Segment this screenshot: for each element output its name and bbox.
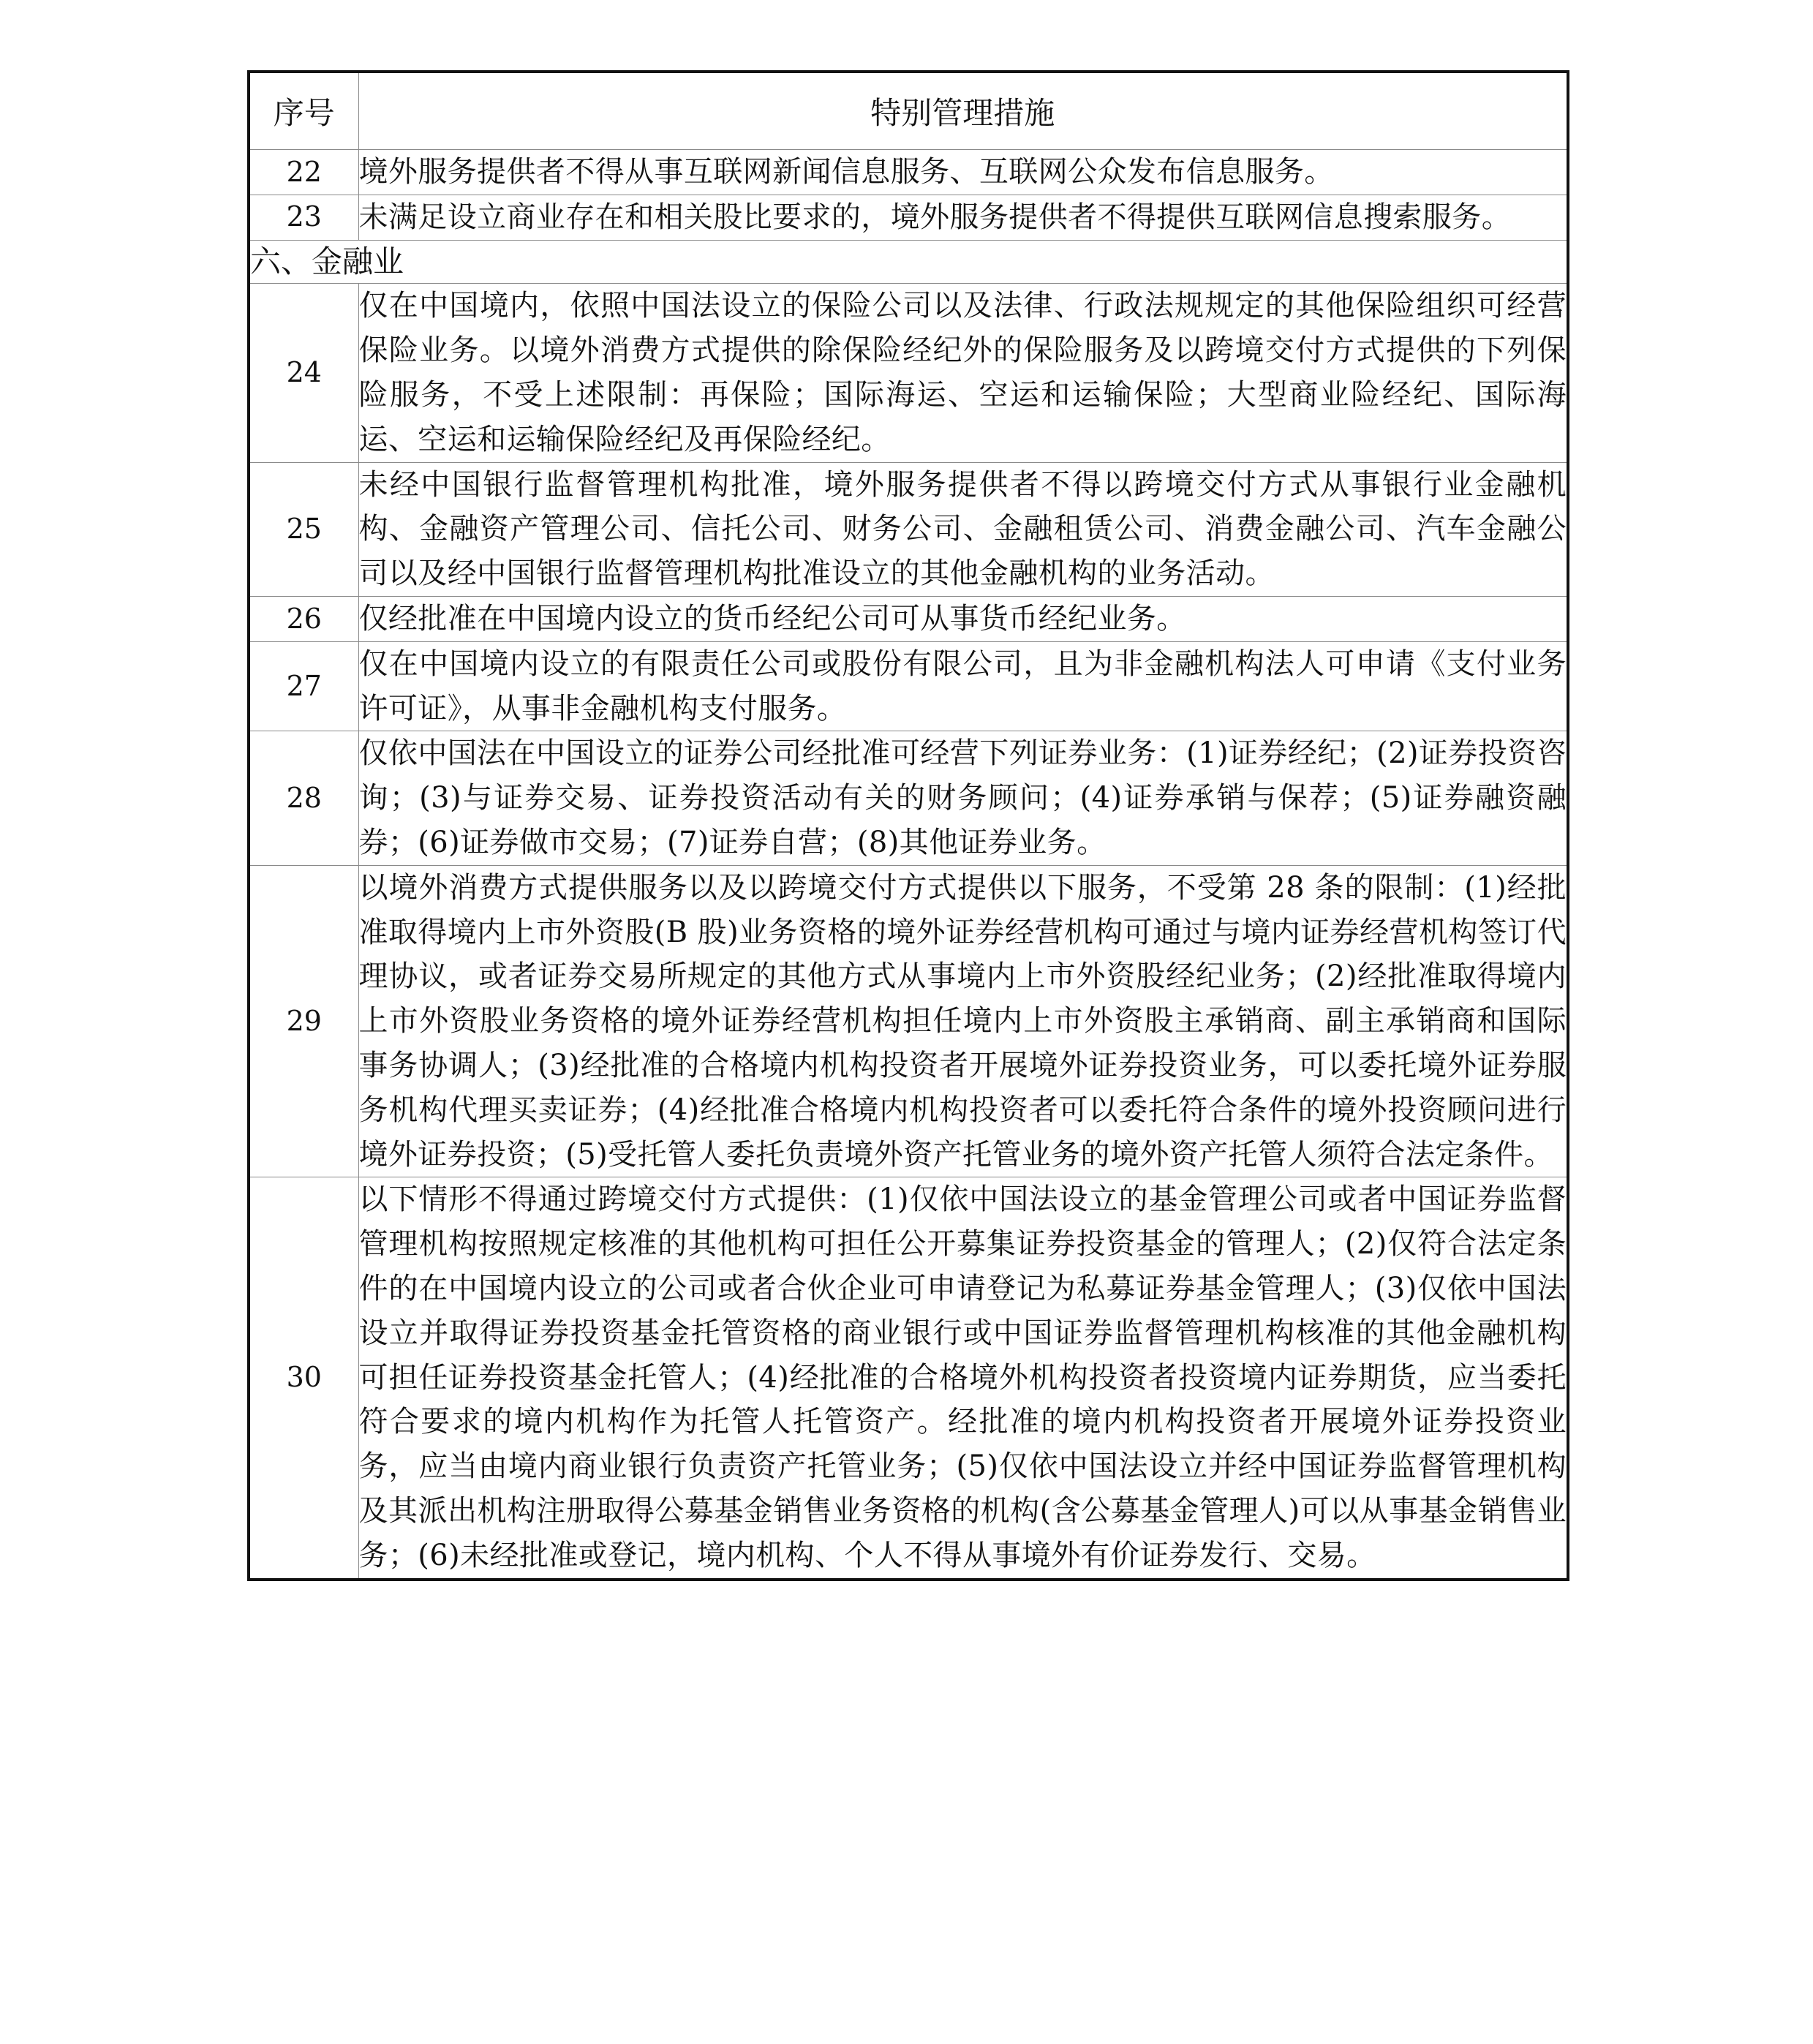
table-row xyxy=(249,195,1568,240)
row-number: 24 xyxy=(249,284,358,462)
row-number: 23 xyxy=(249,195,358,240)
table-row xyxy=(249,596,1568,641)
table-row xyxy=(249,1177,1568,1580)
row-number: 22 xyxy=(249,150,358,195)
table-row xyxy=(249,641,1568,731)
row-measure-text: 仅在中国境内，依照中国法设立的保险公司以及法律、行政法规规定的其他保险组织可经营保险业务。以境外消费方式提供的除保险经纪外的保险服务及以跨境交付方式提供的下列保险服务，不受上述限制：再保险；国际海运、空运和运输保险；大型商业险经纪、国际海运、空运和运输保险经纪及再保险经纪。 xyxy=(358,284,1568,462)
row-measure-text: 以下情形不得通过跨境交付方式提供：(1)仅依中国法设立的基金管理公司或者中国证券监督管理机构按照规定核准的其他机构可担任公开募集证券投资基金的管理人；(2)仅符合法定条件的在中国境内设立的公司或者合伙企业可申请登记为私募证券基金管理人；(3)仅依中国法设立并取得证券投资基金托管资格的商业银行或中国证券监督管理机构核准的其他金融机构可担任证券投资基金托管人；(4)经批准的合格境外机构投资者投资境内证券期货，应当委托符合要求的境内机构作为托管人托管资产。经批准的境内机构投资者开展境外证券投资业务，应当由境内商业银行负责资产托管业务；(5)仅依中国法设立并经中国证券监督管理机构及其派出机构注册取得公募基金销售业务资格的机构(含公募基金管理人)可以从事基金销售业务；(6)未经批准或登记，境内机构、个人不得从事境外有价证券发行、交易。 xyxy=(358,1177,1568,1580)
row-number: 27 xyxy=(249,641,358,731)
row-measure-text: 以境外消费方式提供服务以及以跨境交付方式提供以下服务，不受第 28 条的限制：(1)经批准取得境内上市外资股(B 股)业务资格的境外证券经营机构可通过与境内证券经营机构签订代理协议，或者证券交易所规定的其他方式从事境内上市外资股经纪业务；(2)经批准取得境内上市外资股业务资格的境外证券经营机构担任境内上市外资股主承销商、副主承销商和国际事务协调人；(3)经批准的合格境内机构投资者开展境外证券投资业务，可以委托境外证券服务机构代理买卖证券；(4)经批准合格境内机构投资者可以委托符合条件的境外投资顾问进行境外证券投资；(5)受托管人委托负责境外资产托管业务的境外资产托管人须符合法定条件。 xyxy=(358,865,1568,1177)
column-header-number: 序号 xyxy=(249,72,358,150)
table-row xyxy=(249,865,1568,1177)
row-number: 26 xyxy=(249,596,358,641)
row-number: 30 xyxy=(249,1177,358,1580)
table-section-row xyxy=(249,240,1568,284)
row-measure-text: 仅经批准在中国境内设立的货币经纪公司可从事货币经纪业务。 xyxy=(358,596,1568,641)
row-measure-text: 仅在中国境内设立的有限责任公司或股份有限公司，且为非金融机构法人可申请《支付业务许可证》，从事非金融机构支付服务。 xyxy=(358,641,1568,731)
table-row xyxy=(249,284,1568,462)
row-measure-text: 仅依中国法在中国设立的证券公司经批准可经营下列证券业务：(1)证券经纪；(2)证券投资咨询；(3)与证券交易、证券投资活动有关的财务顾问；(4)证券承销与保荐；(5)证券融资融券；(6)证券做市交易；(7)证券自营；(8)其他证券业务。 xyxy=(358,731,1568,865)
row-measure-text: 未满足设立商业存在和相关股比要求的，境外服务提供者不得提供互联网信息搜索服务。 xyxy=(358,195,1568,240)
table-container xyxy=(247,70,1567,1581)
special-management-measures-table xyxy=(247,70,1569,1581)
table-row xyxy=(249,462,1568,596)
row-measure-text: 境外服务提供者不得从事互联网新闻信息服务、互联网公众发布信息服务。 xyxy=(358,150,1568,195)
row-number: 29 xyxy=(249,865,358,1177)
row-number: 25 xyxy=(249,462,358,596)
table-row xyxy=(249,150,1568,195)
column-header-measure: 特别管理措施 xyxy=(358,72,1568,150)
table-header-row xyxy=(249,72,1568,150)
section-heading: 六、金融业 xyxy=(249,240,1568,284)
table-row xyxy=(249,731,1568,865)
row-number: 28 xyxy=(249,731,358,865)
row-measure-text: 未经中国银行监督管理机构批准，境外服务提供者不得以跨境交付方式从事银行业金融机构、金融资产管理公司、信托公司、财务公司、金融租赁公司、消费金融公司、汽车金融公司以及经中国银行监督管理机构批准设立的其他金融机构的业务活动。 xyxy=(358,462,1568,596)
